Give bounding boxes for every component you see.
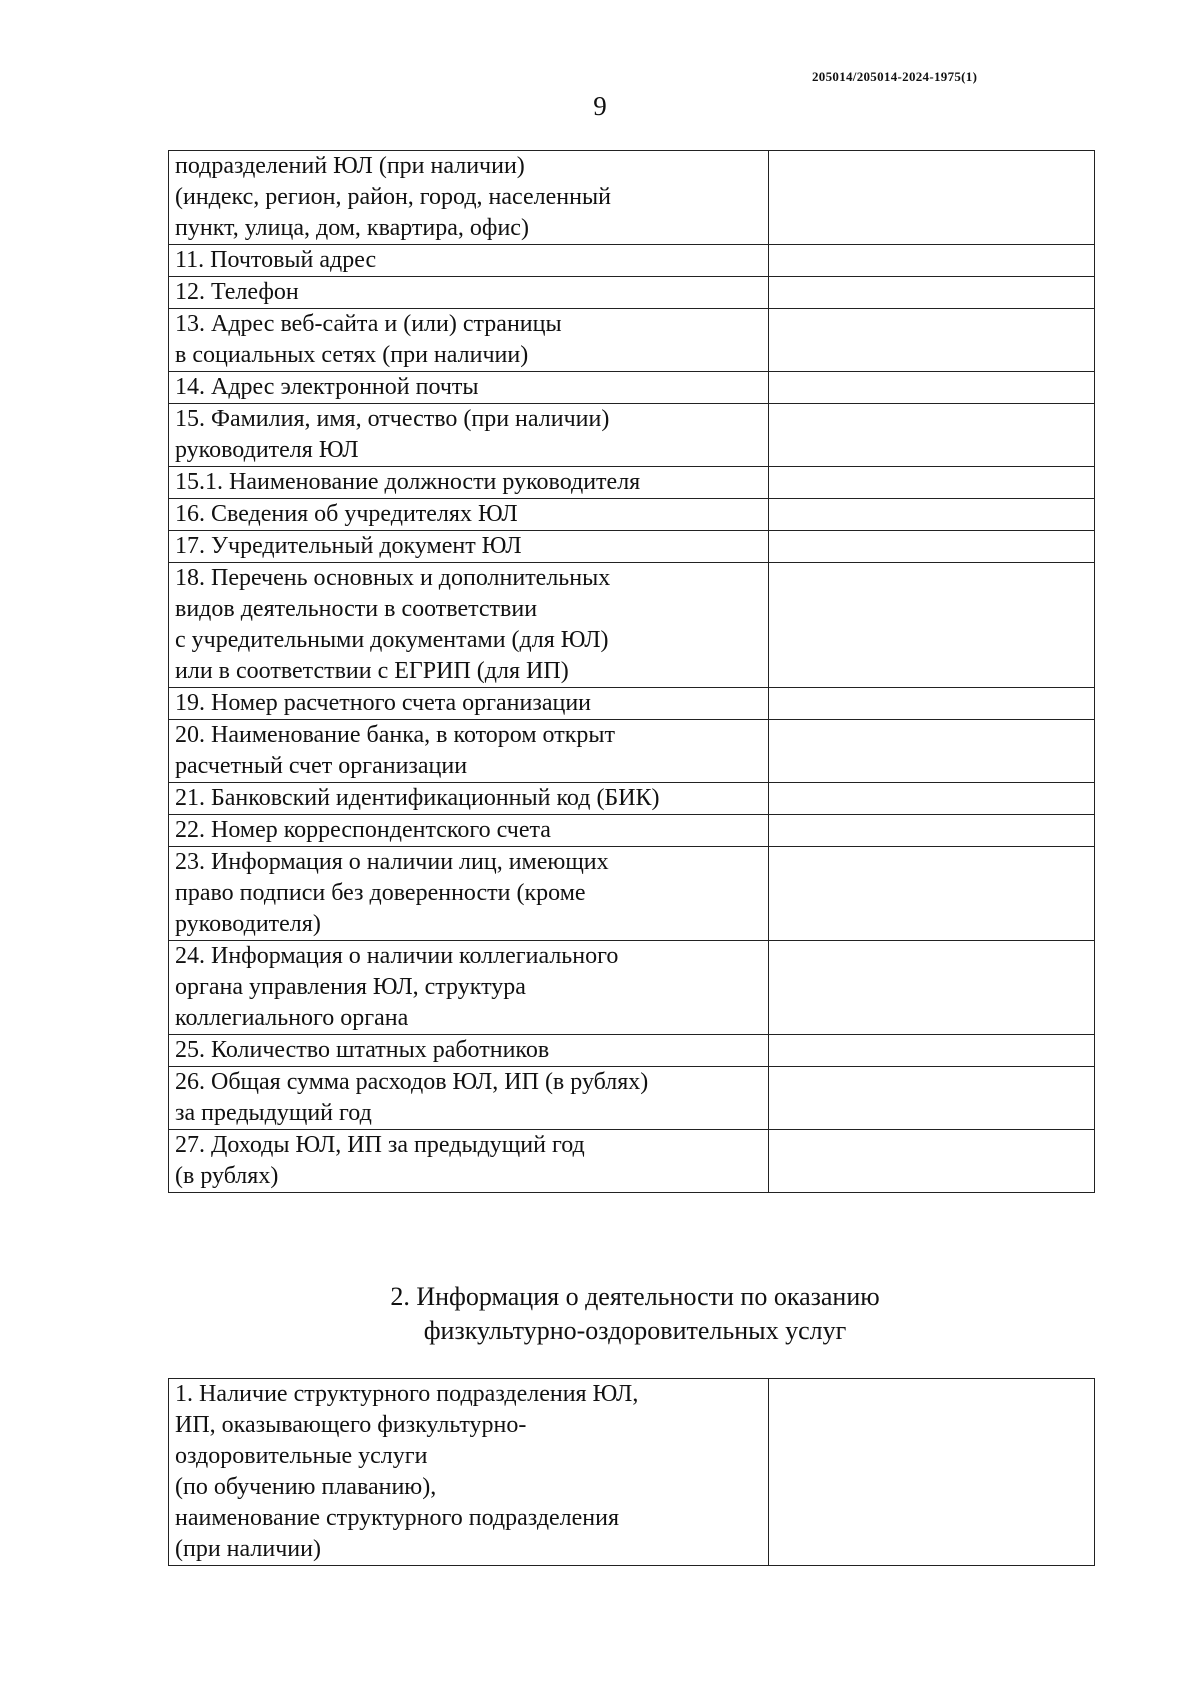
table-row: [169, 1379, 1095, 1566]
row-value-cell[interactable]: [769, 783, 1095, 815]
row-label: 20. Наименование банка, в котором открыт расчетный счет организации: [169, 720, 769, 783]
row-label: 15.1. Наименование должности руководителя: [169, 467, 769, 499]
row-label: 13. Адрес веб-сайта и (или) страницы в социальных сетях (при наличии): [169, 309, 769, 372]
row-value-cell[interactable]: [769, 1379, 1095, 1566]
row-value-cell[interactable]: [769, 404, 1095, 467]
row-label: 19. Номер расчетного счета организации: [169, 688, 769, 720]
row-label: 14. Адрес электронной почты: [169, 372, 769, 404]
table-row: [169, 151, 1095, 245]
row-label: 27. Доходы ЮЛ, ИП за предыдущий год (в рублях): [169, 1130, 769, 1193]
table-row: [169, 499, 1095, 531]
table-row: [169, 720, 1095, 783]
row-label: 12. Телефон: [169, 277, 769, 309]
row-label: 26. Общая сумма расходов ЮЛ, ИП (в рублях) за предыдущий год: [169, 1067, 769, 1130]
row-value-cell[interactable]: [769, 688, 1095, 720]
row-value-cell[interactable]: [769, 1035, 1095, 1067]
row-value-cell[interactable]: [769, 1130, 1095, 1193]
document-id: 205014/205014-2024-1975(1): [812, 69, 978, 84]
row-label: 1. Наличие структурного подразделения ЮЛ, ИП, оказывающего физкультурно- оздоровительные услуги (по обучению плаванию), наименование структурного подразделения (при наличии): [169, 1379, 769, 1566]
row-value-cell[interactable]: [769, 499, 1095, 531]
row-label: 21. Банковский идентификационный код (БИК): [169, 783, 769, 815]
row-label: 24. Информация о наличии коллегиального органа управления ЮЛ, структура коллегиального органа: [169, 941, 769, 1035]
row-value-cell[interactable]: [769, 245, 1095, 277]
table-row: [169, 815, 1095, 847]
row-value-cell[interactable]: [769, 720, 1095, 783]
row-label: 11. Почтовый адрес: [169, 245, 769, 277]
table-row: [169, 688, 1095, 720]
table-row: [169, 1067, 1095, 1130]
table-row: [169, 1130, 1095, 1193]
table-row: [169, 404, 1095, 467]
row-value-cell[interactable]: [769, 467, 1095, 499]
table-row: [169, 847, 1095, 941]
table-row: [169, 783, 1095, 815]
row-label: 22. Номер корреспондентского счета: [169, 815, 769, 847]
table-row: [169, 941, 1095, 1035]
row-value-cell[interactable]: [769, 151, 1095, 245]
info-table-part-1: [168, 150, 1095, 1193]
table-row: [169, 309, 1095, 372]
table-row: [169, 372, 1095, 404]
section-2-heading: 2. Информация о деятельности по оказанию физкультурно-оздоровительных услуг: [390, 1282, 880, 1345]
row-label: 25. Количество штатных работников: [169, 1035, 769, 1067]
row-value-cell[interactable]: [769, 941, 1095, 1035]
table-row: [169, 531, 1095, 563]
row-label: 18. Перечень основных и дополнительных видов деятельности в соответствии с учредительными документами (для ЮЛ) или в соответствии с ЕГРИП (для ИП): [169, 563, 769, 688]
row-value-cell[interactable]: [769, 372, 1095, 404]
table-row: [169, 467, 1095, 499]
table-row: [169, 245, 1095, 277]
row-value-cell[interactable]: [769, 815, 1095, 847]
table-row: [169, 277, 1095, 309]
row-label: 15. Фамилия, имя, отчество (при наличии) руководителя ЮЛ: [169, 404, 769, 467]
row-label: 23. Информация о наличии лиц, имеющих право подписи без доверенности (кроме руководителя): [169, 847, 769, 941]
table-row: [169, 1035, 1095, 1067]
table-row: [169, 563, 1095, 688]
page-number: 9: [593, 91, 607, 121]
row-label: подразделений ЮЛ (при наличии) (индекс, регион, район, город, населенный пункт, улица, дом, квартира, офис): [169, 151, 769, 245]
row-label: 17. Учредительный документ ЮЛ: [169, 531, 769, 563]
row-label: 16. Сведения об учредителях ЮЛ: [169, 499, 769, 531]
row-value-cell[interactable]: [769, 309, 1095, 372]
row-value-cell[interactable]: [769, 277, 1095, 309]
activity-info-table: [168, 1378, 1095, 1566]
row-value-cell[interactable]: [769, 531, 1095, 563]
row-value-cell[interactable]: [769, 563, 1095, 688]
row-value-cell[interactable]: [769, 847, 1095, 941]
row-value-cell[interactable]: [769, 1067, 1095, 1130]
